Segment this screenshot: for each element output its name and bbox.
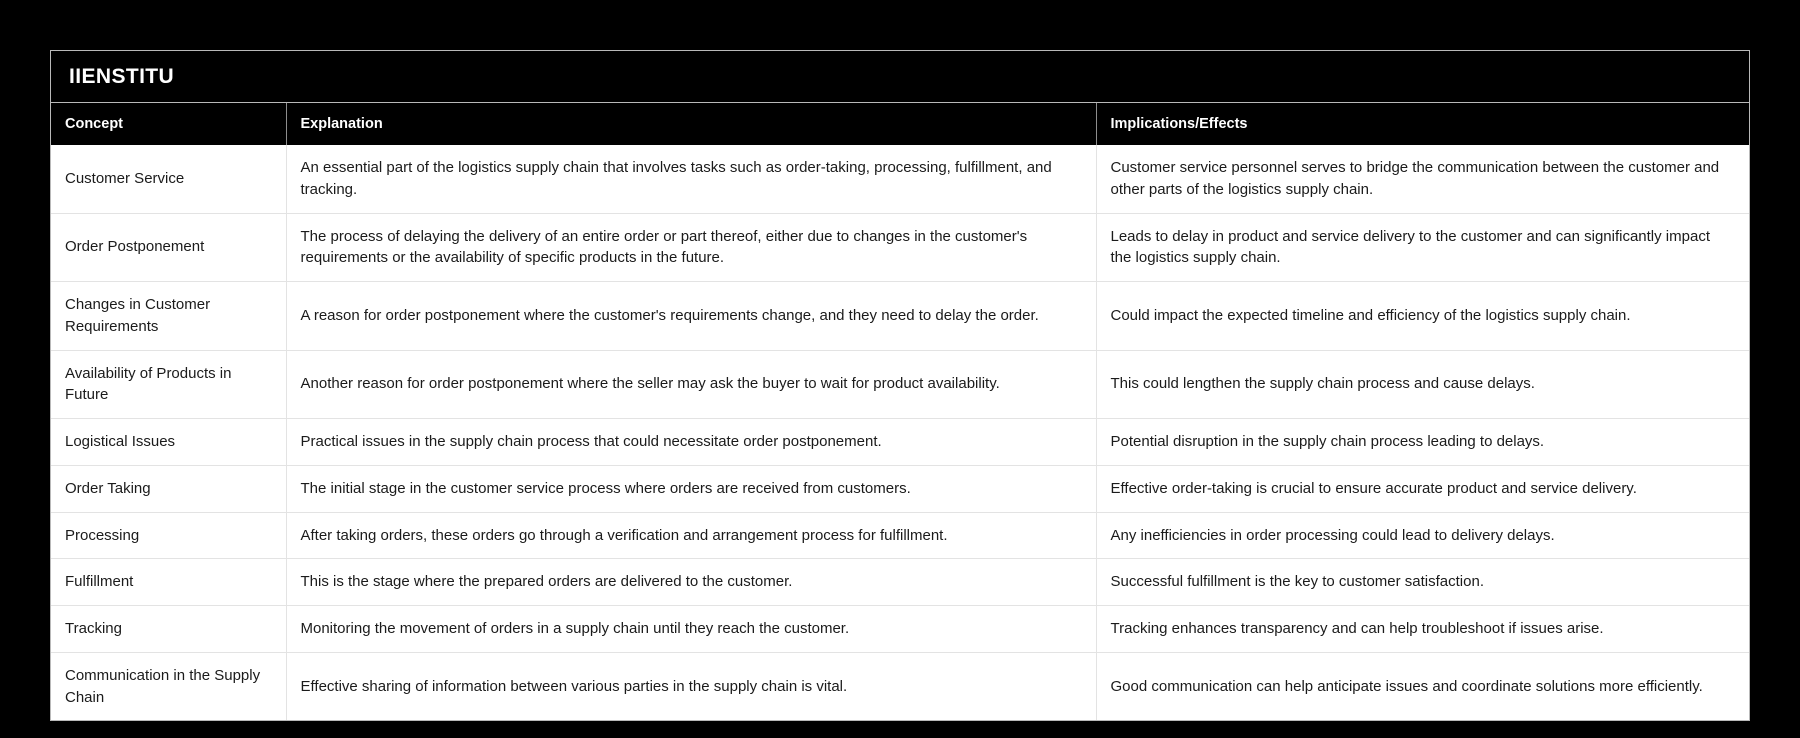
cell-explanation: Monitoring the movement of orders in a supply chain until they reach the customer. — [286, 606, 1096, 653]
cell-concept: Customer Service — [51, 145, 286, 213]
cell-implications: Effective order-taking is crucial to ensure accurate product and service delivery. — [1096, 465, 1749, 512]
table-row — [51, 145, 1749, 213]
cell-concept: Order Postponement — [51, 213, 286, 282]
table-row — [51, 512, 1749, 559]
table-row — [51, 213, 1749, 282]
cell-concept: Fulfillment — [51, 559, 286, 606]
table-title-band — [51, 51, 1749, 103]
cell-implications: Successful fulfillment is the key to customer satisfaction. — [1096, 559, 1749, 606]
cell-concept: Order Taking — [51, 465, 286, 512]
cell-explanation: This is the stage where the prepared orders are delivered to the customer. — [286, 559, 1096, 606]
column-header-implications: Implications/Effects — [1096, 103, 1749, 145]
table-row — [51, 652, 1749, 720]
page-title: IIENSTITU — [69, 64, 175, 88]
table-header-row — [51, 103, 1749, 145]
cell-concept: Processing — [51, 512, 286, 559]
cell-explanation: After taking orders, these orders go through a verification and arrangement process for fulfillment. — [286, 512, 1096, 559]
table-card — [50, 50, 1750, 721]
table-row — [51, 282, 1749, 351]
cell-concept: Changes in Customer Requirements — [51, 282, 286, 351]
cell-implications: Could impact the expected timeline and efficiency of the logistics supply chain. — [1096, 282, 1749, 351]
table-header — [51, 103, 1749, 145]
table-body — [51, 145, 1749, 720]
concepts-table — [51, 103, 1749, 720]
cell-explanation: Effective sharing of information between various parties in the supply chain is vital. — [286, 652, 1096, 720]
cell-concept: Communication in the Supply Chain — [51, 652, 286, 720]
table-row — [51, 606, 1749, 653]
table-row — [51, 559, 1749, 606]
column-header-explanation: Explanation — [286, 103, 1096, 145]
cell-explanation: Practical issues in the supply chain process that could necessitate order postponement. — [286, 419, 1096, 466]
cell-implications: Tracking enhances transparency and can help troubleshoot if issues arise. — [1096, 606, 1749, 653]
cell-explanation: The process of delaying the delivery of an entire order or part thereof, either due to changes in the customer's requirements or the availability of specific products in the future. — [286, 213, 1096, 282]
cell-concept: Tracking — [51, 606, 286, 653]
cell-implications: Potential disruption in the supply chain process leading to delays. — [1096, 419, 1749, 466]
cell-concept: Availability of Products in Future — [51, 350, 286, 419]
cell-explanation: Another reason for order postponement where the seller may ask the buyer to wait for product availability. — [286, 350, 1096, 419]
cell-explanation: The initial stage in the customer service process where orders are received from customers. — [286, 465, 1096, 512]
cell-implications: Customer service personnel serves to bridge the communication between the customer and other parts of the logistics supply chain. — [1096, 145, 1749, 213]
cell-concept: Logistical Issues — [51, 419, 286, 466]
cell-implications: Leads to delay in product and service delivery to the customer and can significantly impact the logistics supply chain. — [1096, 213, 1749, 282]
table-row — [51, 465, 1749, 512]
table-row — [51, 419, 1749, 466]
table-row — [51, 350, 1749, 419]
cell-explanation: An essential part of the logistics supply chain that involves tasks such as order-taking, processing, fulfillment, and tracking. — [286, 145, 1096, 213]
cell-explanation: A reason for order postponement where the customer's requirements change, and they need to delay the order. — [286, 282, 1096, 351]
cell-implications: Good communication can help anticipate issues and coordinate solutions more efficiently. — [1096, 652, 1749, 720]
column-header-concept: Concept — [51, 103, 286, 145]
cell-implications: Any inefficiencies in order processing could lead to delivery delays. — [1096, 512, 1749, 559]
cell-implications: This could lengthen the supply chain process and cause delays. — [1096, 350, 1749, 419]
